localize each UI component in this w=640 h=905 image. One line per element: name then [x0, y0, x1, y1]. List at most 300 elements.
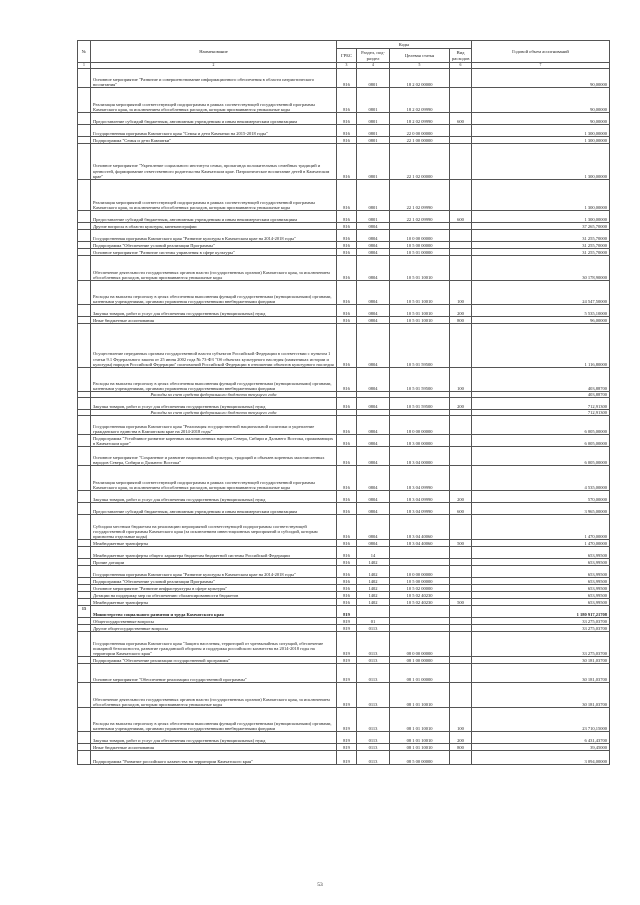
row-sum-cell: 653,99500 — [472, 599, 610, 606]
row-num-cell — [78, 744, 91, 751]
row-grbs-cell: 816 — [337, 69, 357, 88]
row-vr-cell — [450, 69, 472, 88]
row-sum-cell: 1 300,00000 — [472, 137, 610, 144]
row-name-cell: Дотации на поддержку мер по обеспечению сбалансированности бюджетов — [91, 592, 337, 599]
row-grbs-cell: 819 — [337, 664, 357, 683]
row-grbs-cell: 816 — [337, 503, 357, 515]
row-cs-cell: 22 1 00 00000 — [390, 137, 450, 144]
row-grbs-cell: 816 — [337, 515, 357, 540]
row-cs-cell: 18 3 04 09990 — [390, 466, 450, 491]
row-cs-cell: 10 5 01 59500 — [390, 368, 450, 392]
table-row — [78, 618, 610, 625]
row-sum-cell: 4 535,00000 — [472, 466, 610, 491]
row-name-cell: Государственная программа Камчатского края "Развитие культуры в Камчатском крае на 2014-2018 годы" — [91, 230, 337, 242]
row-vr-cell — [450, 324, 472, 368]
column-number: 2 — [91, 63, 337, 69]
row-sum-cell: 33 275,03700 — [472, 625, 610, 632]
row-name-cell: Основное мероприятие "Сохранение и развитие национальной культуры, традиций и обычаев коренных малочисленных народов Севера, Сибири и Дальнего Востока" — [91, 447, 337, 466]
row-vr-cell — [450, 447, 472, 466]
row-grbs-cell: 816 — [337, 559, 357, 566]
row-grbs-cell: 816 — [337, 125, 357, 137]
row-num-cell — [78, 559, 91, 566]
table-row — [78, 398, 610, 410]
row-razdel-cell: 1402 — [357, 559, 390, 566]
row-sum-cell: 33 275,03700 — [472, 618, 610, 625]
row-razdel-cell: 0801 — [357, 180, 390, 211]
row-sum-cell: 24 547,50000 — [472, 281, 610, 305]
row-num-cell — [78, 249, 91, 256]
row-grbs-cell: 816 — [337, 447, 357, 466]
column-number: 1 — [78, 63, 91, 69]
row-sum-cell: 1 300,00000 — [472, 211, 610, 223]
row-vr-cell: 200 — [450, 398, 472, 410]
row-vr-cell: 200 — [450, 491, 472, 503]
row-cs-cell: 10 5 02 00000 — [390, 585, 450, 592]
row-name-cell: Подпрограмма "Обеспечение условий реализации Программы" — [91, 242, 337, 249]
row-cs-cell — [390, 223, 450, 230]
table-row — [78, 559, 610, 566]
row-cs-cell: 08 0 00 00000 — [390, 632, 450, 657]
row-razdel-cell: 0113 — [357, 708, 390, 732]
row-sum-cell: 712,91300 — [472, 398, 610, 410]
row-grbs-cell: 816 — [337, 368, 357, 392]
row-grbs-cell: 816 — [337, 416, 357, 435]
row-name-cell: Предоставление субсидий бюджетным, автономным учреждениям и иным некоммерческим организациям — [91, 503, 337, 515]
row-name-cell: Субсидии местным бюджетам на реализацию мероприятий соответствующей подпрограммы соответствующей государственной программы Камчатского края (за исключением инвестиционных мероприятий и субсидий, которым присвоены отдельные коды) — [91, 515, 337, 540]
row-razdel-cell: 1402 — [357, 599, 390, 606]
row-vr-cell — [450, 223, 472, 230]
table-row — [78, 578, 610, 585]
table-row — [78, 547, 610, 559]
row-razdel-cell: 0804 — [357, 230, 390, 242]
row-name-cell: Основное мероприятие "Развитие и совершенствование информационного обеспечения в области патриотического воспитания" — [91, 69, 337, 88]
row-vr-cell: 200 — [450, 305, 472, 317]
row-vr-cell — [450, 242, 472, 249]
row-name-cell: Межбюджетные трансферты — [91, 540, 337, 547]
row-sum-cell: 96,00000 — [472, 317, 610, 324]
row-sum-cell: 5 535,10000 — [472, 305, 610, 317]
row-cs-cell: 18 3 04 40060 — [390, 540, 450, 547]
row-sum-cell: 1 180 917,21708 — [472, 606, 610, 618]
row-grbs-cell: 816 — [337, 305, 357, 317]
header-name: Наименование — [91, 41, 337, 63]
row-num-cell — [78, 751, 91, 765]
row-name-cell: Обеспечение деятельности государственных органов власти (государственных органов) Камчатского края, за исключением обособленных расходов, которым присваиваются уникальные коды — [91, 683, 337, 708]
table-row — [78, 435, 610, 447]
table-row — [78, 585, 610, 592]
row-name-cell: Реализация мероприятий соответствующей подпрограммы в рамках соответствующей государственной программы Камчатского края, за исключением обособленных расходов, которым присваиваются уникальные коды — [91, 180, 337, 211]
row-vr-cell — [450, 578, 472, 585]
row-name-cell: Другие общегосударственные вопросы — [91, 625, 337, 632]
row-num-cell — [78, 491, 91, 503]
row-vr-cell — [450, 585, 472, 592]
row-vr-cell: 500 — [450, 540, 472, 547]
table-row — [78, 223, 610, 230]
row-vr-cell — [450, 559, 472, 566]
row-name-cell: Государственная программа Камчатского края "Реализация государственной национальной политики и укрепление гражданского единства в Камчатском крае на 2014-2018 годы" — [91, 416, 337, 435]
row-num-cell — [78, 144, 91, 180]
row-razdel-cell: 0804 — [357, 317, 390, 324]
row-razdel-cell: 0804 — [357, 324, 390, 368]
row-vr-cell: 100 — [450, 708, 472, 732]
row-sum-cell: 37 265,70000 — [472, 223, 610, 230]
row-vr-cell — [450, 88, 472, 113]
row-vr-cell — [450, 249, 472, 256]
row-name-cell: Предоставление субсидий бюджетным, автономным учреждениям и иным некоммерческим организациям — [91, 113, 337, 125]
row-sum-cell: 30 181,03700 — [472, 664, 610, 683]
row-vr-cell — [450, 435, 472, 447]
row-grbs-cell: 819 — [337, 683, 357, 708]
row-vr-cell — [450, 683, 472, 708]
row-cs-cell: 22 1 02 00000 — [390, 144, 450, 180]
row-vr-cell — [450, 230, 472, 242]
row-razdel-cell: 0804 — [357, 242, 390, 249]
row-sum-cell: 1 300,00000 — [472, 144, 610, 180]
row-grbs-cell: 816 — [337, 398, 357, 410]
row-cs-cell: 18 2 02 09990 — [390, 88, 450, 113]
row-sum-cell: 30 178,90000 — [472, 256, 610, 281]
row-cs-cell: 18 0 00 00000 — [390, 416, 450, 435]
table-row — [78, 137, 610, 144]
row-sum-cell: 403,88700 — [472, 392, 610, 398]
table-row — [78, 180, 610, 211]
budget-document — [77, 40, 609, 765]
header-num: № — [78, 41, 91, 63]
row-grbs-cell: 816 — [337, 466, 357, 491]
row-vr-cell: 600 — [450, 503, 472, 515]
row-sum-cell: 653,99500 — [472, 592, 610, 599]
row-grbs-cell: 816 — [337, 599, 357, 606]
table-row — [78, 732, 610, 744]
row-cs-cell: 18 2 02 09990 — [390, 113, 450, 125]
row-num-cell — [78, 625, 91, 632]
table-row — [78, 305, 610, 317]
row-cs-cell: 22 0 00 00000 — [390, 125, 450, 137]
row-sum-cell: 6 005,00000 — [472, 447, 610, 466]
row-vr-cell: 800 — [450, 317, 472, 324]
row-cs-cell — [390, 618, 450, 625]
row-razdel-cell: 0804 — [357, 515, 390, 540]
row-vr-cell: 500 — [450, 599, 472, 606]
row-name-cell: Государственная программа Камчатского края "Защита населения, территорий от чрезвычайных ситуаций, обеспечение пожарной безопасности, развитие гражданской обороны и поддержка российского казачества на 2014-2018 годы на территории Камчатского края" — [91, 632, 337, 657]
row-name-cell: Расходы на выплаты персоналу в целях обеспечения выполнения функций государственными (муниципальными) органами, казенными учреждениями, органами управления государственными внебюджетными фондами — [91, 281, 337, 305]
row-razdel-cell: 0113 — [357, 657, 390, 664]
row-sum-cell: 1 300,00000 — [472, 180, 610, 211]
row-num-cell — [78, 317, 91, 324]
row-num-cell — [78, 618, 91, 625]
row-grbs-cell: 816 — [337, 223, 357, 230]
row-num-cell — [78, 137, 91, 144]
table-row — [78, 599, 610, 606]
row-num-cell — [78, 242, 91, 249]
row-razdel-cell: 0804 — [357, 249, 390, 256]
row-num-cell — [78, 592, 91, 599]
table-row — [78, 416, 610, 435]
row-vr-cell — [450, 256, 472, 281]
row-razdel-cell: 0113 — [357, 683, 390, 708]
row-name-cell: Министерство социального развития и труда Камчатского края — [91, 606, 337, 618]
row-name-cell: Закупка товаров, работ и услуг для обеспечения государственных (муниципальных) нужд — [91, 732, 337, 744]
column-number: 7 — [472, 63, 610, 69]
table-row — [78, 657, 610, 664]
row-razdel-cell: 0113 — [357, 625, 390, 632]
row-cs-cell: 10 0 00 00000 — [390, 566, 450, 578]
row-sum-cell: 570,00000 — [472, 491, 610, 503]
row-num-cell: 15 — [78, 606, 91, 618]
row-sum-cell: 90,00000 — [472, 69, 610, 88]
row-num-cell — [78, 305, 91, 317]
row-sum-cell: 31 255,70000 — [472, 230, 610, 242]
row-name-cell: Подпрограмма "Развитие российского казачества на территории Камчатского края" — [91, 751, 337, 765]
row-grbs-cell: 816 — [337, 585, 357, 592]
row-grbs-cell: 816 — [337, 578, 357, 585]
row-name-cell: Расходы за счет средств федерального бюджета текущего года — [91, 410, 337, 416]
table-row — [78, 125, 610, 137]
row-sum-cell: 3 965,00000 — [472, 503, 610, 515]
table-row — [78, 88, 610, 113]
row-vr-cell — [450, 751, 472, 765]
row-vr-cell — [450, 566, 472, 578]
row-grbs-cell: 816 — [337, 540, 357, 547]
row-grbs-cell: 819 — [337, 632, 357, 657]
row-razdel-cell: 0804 — [357, 416, 390, 435]
row-num-cell — [78, 416, 91, 435]
row-name-cell: Основное мероприятие "Укрепление социального института семьи, пропаганда положительных семейных традиций и ценностей, формирование ответственного родительства Камчатском крае. Патриотическое воспитание детей в Камчатском крае" — [91, 144, 337, 180]
row-name-cell: Подпрограмма "Устойчивое развитие коренных малочисленных народов Севера, Сибири и Дальнего Востока, проживающих в Камчатском крае" — [91, 435, 337, 447]
table-row — [78, 144, 610, 180]
row-vr-cell: 100 — [450, 368, 472, 392]
row-vr-cell — [450, 547, 472, 559]
row-num-cell — [78, 540, 91, 547]
table-row — [78, 368, 610, 392]
row-vr-cell: 800 — [450, 744, 472, 751]
row-cs-cell: 18 3 00 00000 — [390, 435, 450, 447]
table-row — [78, 447, 610, 466]
row-cs-cell — [390, 606, 450, 618]
row-name-cell: Обеспечение деятельности государственных органов власти (государственных органов) Камчатского края, за исключением обособленных расходов, которым присваиваются уникальные коды — [91, 256, 337, 281]
row-cs-cell: 08 1 01 10010 — [390, 683, 450, 708]
row-grbs-cell: 816 — [337, 113, 357, 125]
row-grbs-cell: 816 — [337, 144, 357, 180]
row-num-cell — [78, 732, 91, 744]
row-name-cell: Осуществление переданных органам государственной власти субъектов Российской Федерации в соответствии с пунктом 1 статьи 9.1 Федерального закона от 25 июня 2002 года № 73-ФЗ "Об объектах культурного наследия (памятниках истории и культуры) народов Российской Федерации" полномочий Российской Федерации в отношении объектов культурного наследия — [91, 324, 337, 368]
row-grbs-cell: 816 — [337, 88, 357, 113]
row-cs-cell: 18 3 04 40060 — [390, 515, 450, 540]
row-name-cell: Основное мероприятие "Обеспечение реализации государственной программы" — [91, 664, 337, 683]
row-name-cell: Другие вопросы в области культуры, кинематографии — [91, 223, 337, 230]
table-row — [78, 211, 610, 223]
row-name-cell: Прочие дотации — [91, 559, 337, 566]
column-number: 5 — [390, 63, 450, 69]
row-name-cell: Основное мероприятие "Развитие системы управления в сфере культуры" — [91, 249, 337, 256]
table-row — [78, 491, 610, 503]
row-vr-cell — [450, 515, 472, 540]
row-name-cell: Предоставление субсидий бюджетным, автономным учреждениям и иным некоммерческим организациям — [91, 211, 337, 223]
row-num-cell — [78, 368, 91, 392]
row-num-cell — [78, 223, 91, 230]
row-name-cell: Закупка товаров, работ и услуг для обеспечения государственных (муниципальных) нужд — [91, 398, 337, 410]
row-num-cell — [78, 256, 91, 281]
row-cs-cell: 10 5 01 59500 — [390, 398, 450, 410]
row-vr-cell — [450, 180, 472, 211]
row-sum-cell: 1 300,00000 — [472, 125, 610, 137]
row-num-cell — [78, 230, 91, 242]
row-grbs-cell: 816 — [337, 317, 357, 324]
row-cs-cell: 18 3 04 09990 — [390, 491, 450, 503]
header-razdel: Раздел, под-раздел — [357, 49, 390, 63]
row-cs-cell: 08 5 00 00000 — [390, 751, 450, 765]
row-vr-cell: 200 — [450, 732, 472, 744]
row-cs-cell: 18 2 02 00000 — [390, 69, 450, 88]
column-number: 4 — [357, 63, 390, 69]
row-razdel-cell: 1402 — [357, 566, 390, 578]
row-num-cell — [78, 281, 91, 305]
row-cs-cell: 08 1 01 10010 — [390, 744, 450, 751]
table-row — [78, 230, 610, 242]
table-body — [78, 69, 610, 765]
row-grbs-cell: 819 — [337, 732, 357, 744]
table-row — [78, 683, 610, 708]
table-row — [78, 503, 610, 515]
row-num-cell — [78, 88, 91, 113]
row-num-cell — [78, 664, 91, 683]
row-sum-cell: 6 005,00000 — [472, 416, 610, 435]
row-vr-cell — [450, 466, 472, 491]
row-name-cell: Общегосударственные вопросы — [91, 618, 337, 625]
row-cs-cell: 10 5 00 00000 — [390, 242, 450, 249]
row-vr-cell: 600 — [450, 211, 472, 223]
row-num-cell — [78, 503, 91, 515]
row-razdel-cell: 0801 — [357, 125, 390, 137]
header-codes: Коды — [337, 41, 472, 49]
row-razdel-cell: 0801 — [357, 113, 390, 125]
row-sum-cell: 653,99500 — [472, 585, 610, 592]
row-grbs-cell: 819 — [337, 606, 357, 618]
row-name-cell: Иные бюджетные ассигнования — [91, 317, 337, 324]
row-num-cell — [78, 398, 91, 410]
row-sum-cell: 653,99500 — [472, 559, 610, 566]
row-sum-cell: 1 116,80000 — [472, 324, 610, 368]
row-sum-cell: 31 255,70000 — [472, 242, 610, 249]
row-cs-cell: 10 5 01 10010 — [390, 281, 450, 305]
row-grbs-cell: 816 — [337, 281, 357, 305]
table-row — [78, 515, 610, 540]
row-grbs-cell: 816 — [337, 211, 357, 223]
row-num-cell — [78, 113, 91, 125]
row-cs-cell — [390, 559, 450, 566]
row-sum-cell: 90,00000 — [472, 113, 610, 125]
row-vr-cell — [450, 657, 472, 664]
row-razdel-cell: 0113 — [357, 632, 390, 657]
row-name-cell: Реализация мероприятий соответствующей подпрограммы в рамках соответствующей государственной программы Камчатского края, за исключением обособленных расходов, которым присваиваются уникальные коды — [91, 466, 337, 491]
table-row — [78, 324, 610, 368]
row-num-cell — [78, 211, 91, 223]
row-cs-cell: 08 1 01 00000 — [390, 664, 450, 683]
row-num-cell — [78, 515, 91, 540]
row-name-cell: Иные бюджетные ассигнования — [91, 744, 337, 751]
row-cs-cell: 22 1 02 09990 — [390, 180, 450, 211]
row-name-cell: Государственная программа Камчатского края "Развитие культуры в Камчатском крае на 2014-2018 годы" — [91, 566, 337, 578]
row-razdel-cell: 1402 — [357, 592, 390, 599]
row-razdel-cell: 01 — [357, 618, 390, 625]
table-row — [78, 69, 610, 88]
row-num-cell — [78, 435, 91, 447]
row-razdel-cell — [357, 606, 390, 618]
row-name-cell: Межбюджетные трансферты — [91, 599, 337, 606]
row-sum-cell: 31 255,70000 — [472, 249, 610, 256]
row-cs-cell: 08 1 00 00000 — [390, 657, 450, 664]
row-cs-cell: 18 3 04 00000 — [390, 447, 450, 466]
row-grbs-cell: 816 — [337, 249, 357, 256]
row-grbs-cell: 816 — [337, 547, 357, 559]
row-num-cell — [78, 657, 91, 664]
row-cs-cell: 18 3 04 09990 — [390, 503, 450, 515]
row-cs-cell: 10 5 01 10010 — [390, 256, 450, 281]
row-name-cell: Закупка товаров, работ и услуг для обеспечения государственных (муниципальных) нужд — [91, 305, 337, 317]
row-grbs-cell: 816 — [337, 256, 357, 281]
row-grbs-cell: 816 — [337, 324, 357, 368]
header-vr: Вид расходов — [450, 49, 472, 63]
row-grbs-cell: 819 — [337, 625, 357, 632]
table-row — [78, 242, 610, 249]
row-cs-cell: 10 5 02 40230 — [390, 592, 450, 599]
row-name-cell: Расходы за счет средств федерального бюджета текущего года — [91, 392, 337, 398]
row-razdel-cell: 0804 — [357, 503, 390, 515]
row-razdel-cell: 0804 — [357, 447, 390, 466]
table-row — [78, 281, 610, 305]
row-name-cell: Реализация мероприятий соответствующей подпрограммы в рамках соответствующей государственной программы Камчатского края, за исключением обособленных расходов, которым присваиваются уникальные коды — [91, 88, 337, 113]
row-razdel-cell: 0113 — [357, 744, 390, 751]
row-name-cell: Подпрограмма "Обеспечение реализации государственной программы" — [91, 657, 337, 664]
header-total: Годовой объем ассигнований — [472, 41, 610, 63]
row-name-cell: Подпрограмма "Семья и дети Камчатки" — [91, 137, 337, 144]
header-grbs: ГРБС — [337, 49, 357, 63]
row-vr-cell: 100 — [450, 281, 472, 305]
row-sum-cell: 653,99500 — [472, 578, 610, 585]
row-num-cell — [78, 585, 91, 592]
row-sum-cell: 653,99500 — [472, 566, 610, 578]
table-row — [78, 708, 610, 732]
row-grbs-cell: 819 — [337, 618, 357, 625]
row-cs-cell: 10 0 00 00000 — [390, 230, 450, 242]
table-row — [78, 113, 610, 125]
row-grbs-cell: 816 — [337, 435, 357, 447]
row-razdel-cell: 0113 — [357, 664, 390, 683]
row-name-cell: Подпрограмма "Обеспечение условий реализации Программы" — [91, 578, 337, 585]
row-name-cell: Государственная программа Камчатского края "Семья и дети Камчатки на 2015-2018 годы" — [91, 125, 337, 137]
row-vr-cell — [450, 137, 472, 144]
row-grbs-cell: 819 — [337, 657, 357, 664]
row-sum-cell: 6 431,43700 — [472, 732, 610, 744]
row-sum-cell: 33 275,03700 — [472, 632, 610, 657]
row-sum-cell: 90,00000 — [472, 88, 610, 113]
table-row — [78, 466, 610, 491]
row-num-cell — [78, 566, 91, 578]
table-row — [78, 317, 610, 324]
row-vr-cell — [450, 625, 472, 632]
row-grbs-cell: 816 — [337, 242, 357, 249]
row-cs-cell — [390, 625, 450, 632]
row-cs-cell: 10 5 01 10010 — [390, 317, 450, 324]
row-cs-cell: 10 5 02 40230 — [390, 599, 450, 606]
row-name-cell: Расходы на выплаты персоналу в целях обеспечения выполнения функций государственными (муниципальными) органами, казенными учреждениями, органами управления государственными внебюджетными фондами — [91, 368, 337, 392]
row-grbs-cell: 816 — [337, 491, 357, 503]
table-row — [78, 540, 610, 547]
table-row — [78, 256, 610, 281]
table-row — [78, 249, 610, 256]
row-num-cell — [78, 447, 91, 466]
row-grbs-cell: 816 — [337, 230, 357, 242]
